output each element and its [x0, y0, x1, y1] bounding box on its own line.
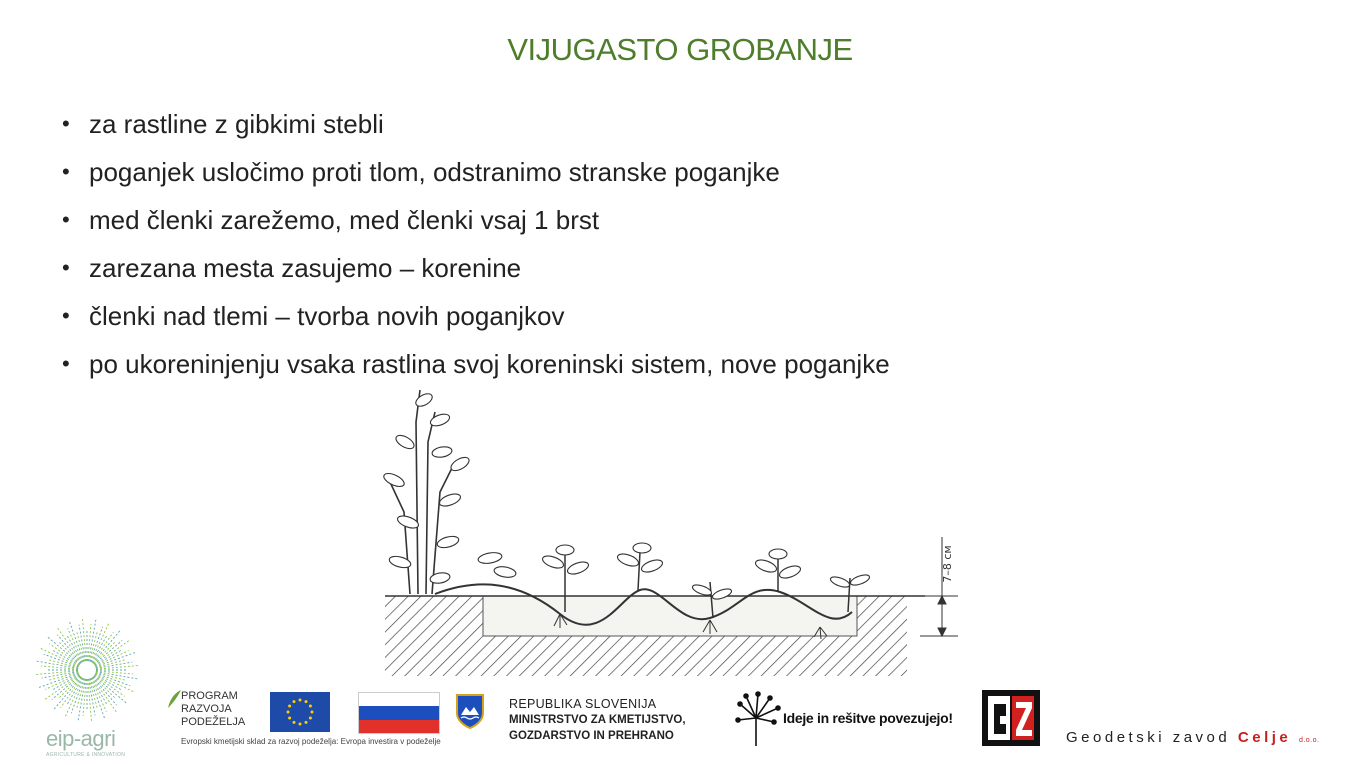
geodetski-zavod-text: Geodetski zavod Celje d.o.o. [1066, 729, 1320, 746]
program-subline: Evropski kmetijski sklad za razvoj podeželja: Evropa investira v podeželje [181, 737, 441, 746]
bullet-icon: • [62, 351, 70, 376]
leaf-icon [166, 688, 182, 710]
eip-agri-logo [30, 615, 145, 725]
bullet-text: med členki zarežemo, med členki vsaj 1 brst [89, 205, 600, 235]
bullet-item [62, 100, 1062, 148]
coat-of-arms-icon [455, 693, 485, 729]
slovenia-flag-icon [358, 692, 440, 734]
eu-flag-icon [270, 692, 330, 732]
ideje-slogan: Ideje in rešitve povezujejo! [783, 710, 953, 726]
mother-plant-leaves [382, 391, 517, 584]
bullet-text: za rastline z gibkimi stebli [89, 109, 384, 139]
eip-agri-text: eip-agri [46, 726, 116, 751]
bullet-text: členki nad tlemi – tvorba novih poganjkov [89, 301, 565, 331]
depth-label: 7–8 см [941, 545, 954, 583]
bullet-item [62, 340, 1062, 388]
bullet-text: zarezana mesta zasujemo – korenine [89, 253, 522, 283]
bullet-icon: • [62, 303, 70, 328]
eip-agri-tagline: AGRICULTURE & INNOVATION [46, 752, 126, 758]
bullet-item [62, 196, 1062, 244]
bullet-list [62, 100, 1062, 388]
bullet-icon: • [62, 255, 70, 280]
bullet-icon: • [62, 207, 70, 232]
bullet-item [62, 244, 1062, 292]
dandelion-icon [734, 690, 782, 748]
bullet-text: poganjek usločimo proti tlom, odstranimo stranske poganjke [89, 157, 780, 187]
bullet-icon: • [62, 159, 70, 184]
slide-title: VIJUGASTO GROBANJE [507, 32, 853, 67]
gz-logo-icon [982, 690, 1042, 746]
bullet-item [62, 292, 1062, 340]
ministry-logo: REPUBLIKA SLOVENIJA MINISTRSTVO ZA KMETIJSTVO, GOZDARSTVO IN PREHRANO [509, 697, 686, 742]
bullet-item [62, 148, 1062, 196]
program-razvoja-logo: PROGRAM RAZVOJA PODEŽELJA [181, 690, 246, 728]
bullet-text: po ukoreninjenju vsaka rastlina svoj koreninski sistem, nove poganjke [89, 349, 890, 379]
bullet-icon: • [62, 111, 70, 136]
layering-illustration [380, 382, 970, 682]
